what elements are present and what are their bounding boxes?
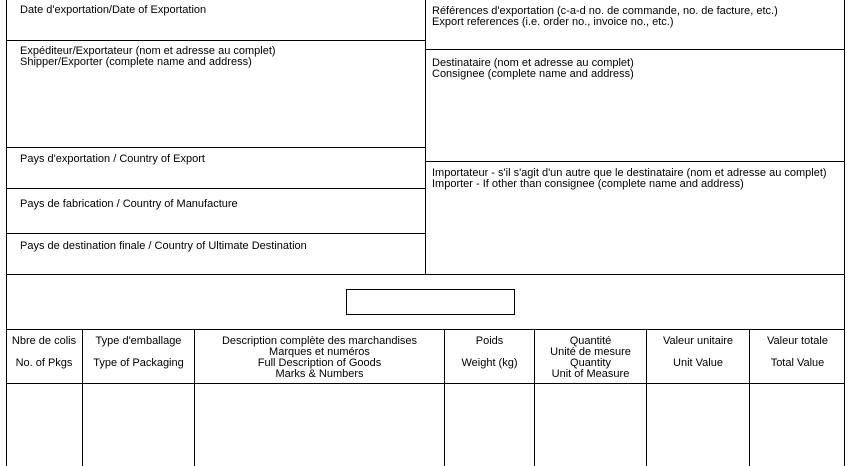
table-body-cell-total-value[interactable] xyxy=(750,384,844,466)
header-unit-value-en: Unit Value xyxy=(673,357,723,369)
shipper-cell[interactable] xyxy=(6,40,426,148)
table-body-cell-description[interactable] xyxy=(195,384,444,466)
header-description xyxy=(195,336,444,380)
country-destination-label: Pays de destination finale / Country of Ultimate Destination xyxy=(20,240,307,252)
country-destination-cell[interactable] xyxy=(6,233,426,275)
header-total-value-en: Total Value xyxy=(770,357,825,369)
shipper-label-fr: Expéditeur/Exportateur (nom et adresse au complet) xyxy=(20,45,276,57)
table-body-cell-unit-value[interactable] xyxy=(647,384,749,466)
header-packages xyxy=(6,336,82,369)
header-description-line: Full Description of Goods xyxy=(257,357,382,369)
importer-label-en: Importer - If other than consignee (complete name and address) xyxy=(432,178,744,190)
header-weight-en: Weight (kg) xyxy=(461,357,518,369)
consignee-label-en: Consignee (complete name and address) xyxy=(432,68,634,80)
header-packages-en: No. of Pkgs xyxy=(15,357,73,369)
country-export-label: Pays d'exportation / Country of Export xyxy=(20,153,205,165)
consignee-label-fr: Destinataire (nom et adresse au complet) xyxy=(432,57,634,69)
country-export-cell[interactable] xyxy=(6,147,426,189)
header-packaging-en: Type of Packaging xyxy=(93,357,184,369)
export-date-cell[interactable] xyxy=(6,0,426,41)
export-references-cell[interactable] xyxy=(426,0,845,50)
country-manufacture-label: Pays de fabrication / Country of Manufacture xyxy=(20,198,238,210)
header-packages-fr: Nbre de colis xyxy=(11,335,77,347)
header-total-value xyxy=(750,336,845,369)
shipper-label-en: Shipper/Exporter (complete name and address) xyxy=(20,56,252,68)
header-quantity-line: Unité de mesure xyxy=(550,346,631,358)
header-quantity-line: Unit of Measure xyxy=(551,368,630,380)
header-weight xyxy=(445,336,534,369)
importer-label-fr: Importateur - s'il s'agit d'un autre que le destinataire (nom et adresse au complet) xyxy=(432,167,827,179)
header-description-line: Marks & Numbers xyxy=(275,368,364,380)
country-manufacture-cell[interactable] xyxy=(6,188,426,234)
header-description-line: Description complète des marchandises xyxy=(221,335,418,347)
center-input-box[interactable] xyxy=(346,289,515,315)
header-packaging xyxy=(83,336,194,369)
export-date-label: Date d'exportation/Date of Exportation xyxy=(20,4,207,16)
header-packaging-fr: Type d'emballage xyxy=(95,335,182,347)
header-weight-fr: Poids xyxy=(475,335,504,347)
header-quantity-line: Quantité xyxy=(569,335,612,347)
table-body-cell-packages[interactable] xyxy=(7,384,82,466)
table-body-cell-weight[interactable] xyxy=(445,384,534,466)
header-unit-value xyxy=(647,336,749,369)
export-references-label-fr: Références d'exportation (c-a-d no. de commande, no. de facture, etc.) xyxy=(432,5,778,17)
header-quantity xyxy=(535,336,646,380)
table-body-cell-quantity[interactable] xyxy=(535,384,646,466)
export-references-label-en: Export references (i.e. order no., invoice no., etc.) xyxy=(432,16,674,28)
consignee-cell[interactable] xyxy=(426,49,845,162)
header-total-value-fr: Valeur totale xyxy=(767,335,828,347)
table-body-cell-packaging[interactable] xyxy=(83,384,194,466)
importer-cell[interactable] xyxy=(426,161,845,275)
header-unit-value-fr: Valeur unitaire xyxy=(662,335,734,347)
header-quantity-line: Quantity xyxy=(570,357,611,369)
header-description-line: Marques et numéros xyxy=(269,346,370,358)
